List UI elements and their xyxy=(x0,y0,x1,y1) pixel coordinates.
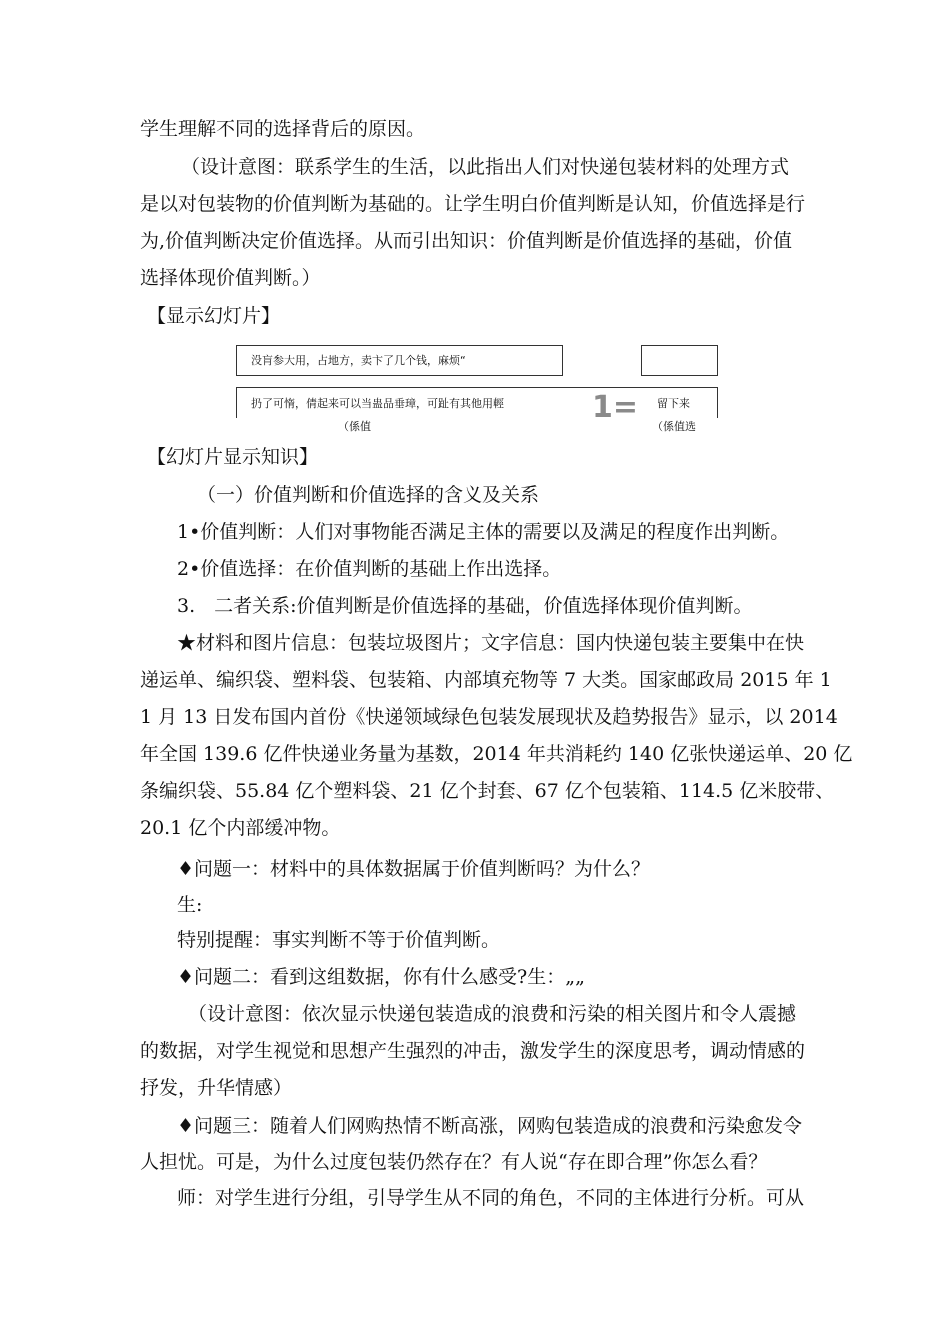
slide-caption-right: （係值选 xyxy=(652,420,696,433)
question-two: ♦问题二：看到这组数据，你有什么感受?生：„„ xyxy=(177,966,585,988)
knowledge-heading: 【幻灯片显示知识】 xyxy=(147,446,319,468)
slide-box-keep xyxy=(236,387,718,425)
slide-box-empty xyxy=(641,345,718,376)
question-one: ♦问题一：材料中的具体数据属于价值判断吗？为什么？ xyxy=(177,858,651,880)
material-line: 年全国 139.6 亿件快递业务量为基数，2014 年共消耗约 140 亿张快递运单、20 亿 xyxy=(140,743,853,765)
student-answer: 生: xyxy=(177,894,203,916)
slide-label-keep: 留下来 xyxy=(657,397,690,410)
material-line: 1 月 13 日发布国内首份《快递领域绿色包装发展现状及趋势报告》显示，以 2014 xyxy=(140,706,838,728)
design-intent-line: （设计意图：依次显示快递包装造成的浪费和污染的相关图片和令人震撼 xyxy=(188,1003,797,1025)
slide-box-text: 没肓参大用，占地方，卖卞了几个钱，麻烦“ xyxy=(251,354,466,367)
design-intent-line: 为,价值判断决定价值选择。从而引出知识：价值判断是价值选择的基础，价值 xyxy=(140,230,793,252)
slide-caption-left: （係值 xyxy=(338,420,371,433)
paragraph-line: 学生理解不同的选择背后的原因。 xyxy=(140,118,426,140)
question-three: ♦问题三：随着人们网购热情不断高涨，网购包装造成的浪费和污染愈发令 xyxy=(177,1115,803,1137)
question-three: 人担忧。可是，为什么过度包装仍然存在？有人说“存在即合理”你怎么看？ xyxy=(140,1151,768,1173)
slide-symbol: 1= xyxy=(592,390,639,425)
knowledge-item: 3. 二者关系:价值判断是价值选择的基础，价值选择体现价值判断。 xyxy=(177,595,753,617)
material-line: 条编织袋、55.84 亿个塑料袋、21 亿个封套、67 亿个包装箱、114.5 亿米胶带、 xyxy=(140,780,835,802)
knowledge-title: （一）价值判断和价值选择的含义及关系 xyxy=(197,484,540,506)
material-line: 递运单、编织袋、塑料袋、包装箱、内部填充物等 7 大类。国家邮政局 2015 年 1 xyxy=(140,669,832,691)
design-intent-line: 抒发，升华情感） xyxy=(140,1077,293,1099)
knowledge-item: 2•价值选择：在价值判断的基础上作出选择。 xyxy=(177,558,562,580)
design-intent-line: 选择体现价值判断。） xyxy=(140,267,321,289)
show-slide-heading: 【显示幻灯片】 xyxy=(147,305,281,327)
design-intent-line: （设计意图：联系学生的生活，以此指出人们对快递包装材料的处理方式 xyxy=(181,156,790,178)
teacher-line: 师：对学生进行分组，引导学生从不同的角色，不同的主体进行分析。可从 xyxy=(177,1187,805,1209)
material-line: ★材料和图片信息：包装垃圾图片；文字信息：国内快递包装主要集中在快 xyxy=(177,632,805,654)
design-intent-line: 的数据，对学生视觉和思想产生强烈的冲击，激发学生的深度思考，调动情感的 xyxy=(140,1040,806,1062)
special-reminder: 特别提醒：事实判断不等于价值判断。 xyxy=(177,929,501,951)
slide-box-text: 扔了可惰，倩起来可以当蛊品垂璋，可趾有其他用輕 xyxy=(251,397,504,410)
slide-box-discard xyxy=(236,345,563,376)
knowledge-item: 1•价值判断：人们对事物能否满足主体的需要以及满足的程度作出判断。 xyxy=(177,521,790,543)
material-line: 20.1 亿个内部缓冲物。 xyxy=(140,817,341,839)
design-intent-line: 是以对包装物的价值判断为基础的。让学生明白价值判断是认知，价值选择是行 xyxy=(140,193,806,215)
